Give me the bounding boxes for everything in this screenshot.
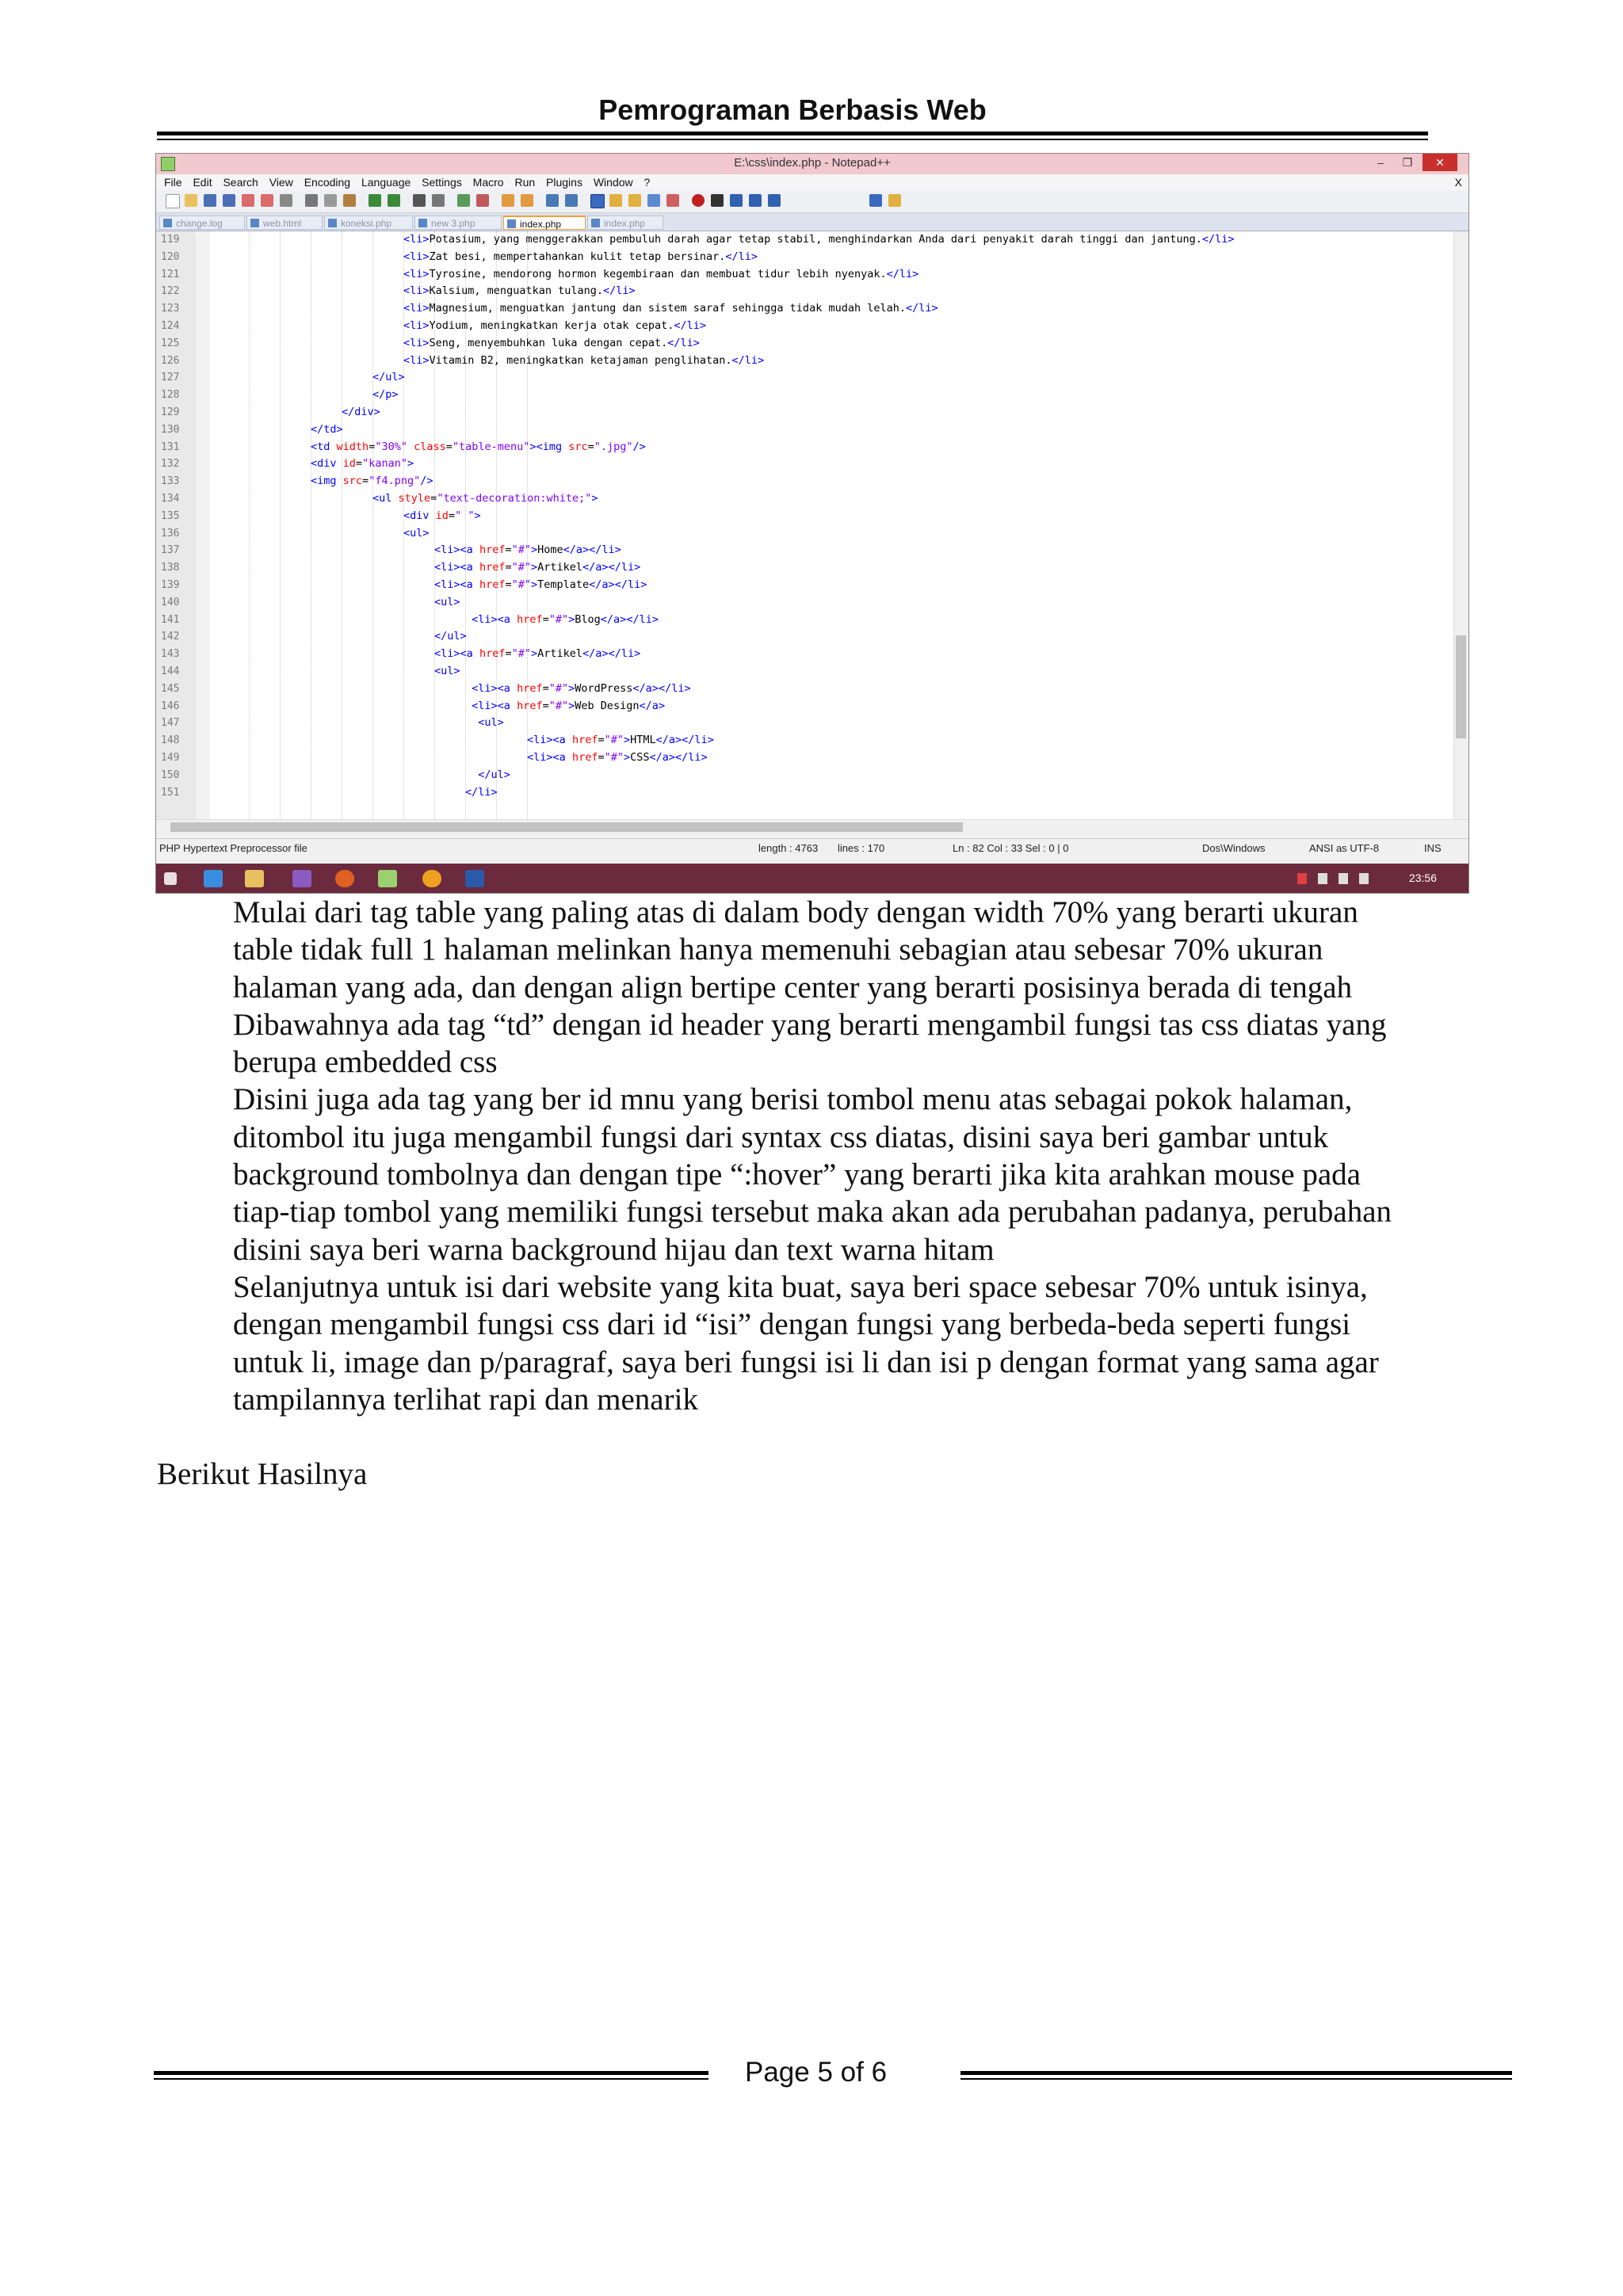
code-editor[interactable] xyxy=(156,231,1456,819)
body-line: tampilannya terlihat rapi dan menarik xyxy=(233,1382,698,1417)
code-line[interactable] xyxy=(156,732,1456,749)
body-line: Selanjutnya untuk isi dari website yang kita buat, saya beri space sebesar 70% untuk isinya, xyxy=(233,1269,1368,1304)
status-position: Ln : 82 Col : 33 Sel : 0 | 0 xyxy=(953,842,1069,854)
network-tray-icon[interactable] xyxy=(1338,873,1348,884)
code-line[interactable] xyxy=(156,646,1456,662)
footer-rule-right-thin xyxy=(960,2078,1512,2080)
save-icon[interactable] xyxy=(204,194,216,207)
code-line[interactable] xyxy=(156,231,1456,248)
close-file-icon[interactable] xyxy=(242,194,254,207)
code-text: </ul> xyxy=(434,630,467,643)
line-number: 133 xyxy=(161,475,180,488)
code-line[interactable] xyxy=(156,525,1456,542)
menu-window[interactable]: Window xyxy=(593,176,633,189)
code-text: </p> xyxy=(372,388,399,402)
body-line: halaman yang ada, dan dengan align bertipe center yang berarti posisinya berada di tengah xyxy=(233,970,1353,1005)
body-line: dengan mengambil fungsi css dari id “isi” dengan fungsi yang berbeda-beda seperti fungsi xyxy=(233,1307,1351,1342)
function-list-icon[interactable] xyxy=(628,194,641,207)
line-number: 146 xyxy=(161,700,180,712)
code-text: <li>Kalsium, menguatkan tulang.</li> xyxy=(403,284,636,298)
sync-v-icon[interactable] xyxy=(502,194,514,207)
menu-encoding[interactable]: Encoding xyxy=(304,176,351,189)
code-text: </div> xyxy=(342,406,380,418)
code-text: <ul> xyxy=(434,665,460,677)
copy-icon[interactable] xyxy=(324,194,337,207)
play-macro-icon[interactable] xyxy=(730,194,743,207)
battery-tray-icon[interactable] xyxy=(1318,873,1327,884)
stop-macro-icon[interactable] xyxy=(711,194,724,207)
code-line[interactable] xyxy=(156,387,1456,403)
code-line[interactable] xyxy=(156,318,1456,334)
code-line[interactable] xyxy=(156,473,1456,490)
folder-workspace-icon[interactable] xyxy=(647,194,660,207)
code-line[interactable] xyxy=(156,353,1456,369)
body-line: ditombol itu juga mengambil fungsi dari syntax css diatas, disini saya beri gambar untuk xyxy=(233,1119,1329,1154)
code-text: <div id="kanan"> xyxy=(311,457,414,471)
footer-rule-left-thick xyxy=(154,2071,708,2075)
line-number: 145 xyxy=(161,682,180,695)
body-line: disini saya beri warna background hijau dan text warna hitam xyxy=(233,1232,995,1267)
code-line[interactable] xyxy=(156,784,1456,801)
menu-search[interactable]: Search xyxy=(223,176,258,189)
line-number: 129 xyxy=(161,406,180,418)
tab-index-php-active[interactable]: index.php xyxy=(503,215,586,230)
line-number: 147 xyxy=(161,717,180,730)
header-rule-thin xyxy=(157,139,1428,140)
footer-rule-right-thick xyxy=(960,2071,1512,2075)
code-text: <img src="f4.png"/> xyxy=(311,475,433,488)
line-number: 143 xyxy=(161,648,180,661)
zoom-in-icon[interactable] xyxy=(457,194,470,207)
code-text: <ul style="text-decoration:white;"> xyxy=(372,492,598,505)
taskbar-clock[interactable]: 23:56 xyxy=(1408,871,1437,884)
code-text: <li><a href="#">CSS</a></li> xyxy=(527,751,708,764)
code-text: <ul> xyxy=(478,716,504,730)
print-icon[interactable] xyxy=(280,194,292,207)
line-number: 139 xyxy=(161,579,180,591)
code-line[interactable] xyxy=(156,542,1456,559)
code-text: <ul> xyxy=(434,595,460,608)
menu-run[interactable]: Run xyxy=(514,176,536,189)
code-line[interactable] xyxy=(156,421,1456,438)
code-text: <li><a href="#">WordPress</a></li> xyxy=(472,681,691,695)
code-line[interactable] xyxy=(156,577,1456,593)
line-number: 122 xyxy=(161,285,180,298)
line-number: 119 xyxy=(161,234,180,246)
sync-h-icon[interactable] xyxy=(521,194,533,207)
save-macro-icon[interactable] xyxy=(768,194,781,207)
indent-guide-icon[interactable] xyxy=(590,194,605,208)
close-button[interactable]: ✕ xyxy=(1423,154,1457,171)
tab-koneksi-php[interactable]: koneksi.php xyxy=(324,215,413,230)
vertical-scrollbar[interactable] xyxy=(1453,231,1468,819)
code-text: </td> xyxy=(311,422,343,436)
tab-index-php[interactable]: index.php xyxy=(587,215,663,230)
menu-edit[interactable]: Edit xyxy=(193,176,212,189)
menu-macro[interactable]: Macro xyxy=(472,176,504,189)
code-line[interactable] xyxy=(156,559,1456,576)
body-line: Disini juga ada tag yang ber id mnu yang berisi tombol menu atas sebagai pokok halaman, xyxy=(233,1082,1353,1117)
find-icon[interactable] xyxy=(413,194,426,207)
tab-web-html[interactable]: web.html xyxy=(246,215,323,230)
code-text: <li>Vitamin B2, meningkatkan ketajaman penglihatan.</li> xyxy=(403,353,765,367)
volume-tray-icon[interactable] xyxy=(1359,873,1369,884)
line-number: 150 xyxy=(161,769,180,781)
code-line[interactable] xyxy=(156,681,1456,697)
wrap-icon[interactable] xyxy=(546,194,559,207)
status-encoding: ANSI as UTF-8 xyxy=(1309,842,1380,854)
code-line[interactable] xyxy=(156,749,1456,766)
minimize-button[interactable]: – xyxy=(1377,156,1384,169)
code-text: <td width="30%" class="table-menu"><img src=".jpg"/> xyxy=(311,440,646,453)
toolbar xyxy=(156,190,1468,213)
result-label: Berikut Hasilnya xyxy=(157,1457,368,1491)
line-number: 127 xyxy=(161,372,180,384)
code-line[interactable] xyxy=(156,456,1456,472)
notepad-screenshot xyxy=(155,153,1469,894)
document-close-button[interactable]: X xyxy=(1454,176,1462,189)
code-text: </ul> xyxy=(372,371,405,384)
redo-icon[interactable] xyxy=(388,194,400,207)
flag-tray-icon[interactable] xyxy=(1297,873,1307,884)
code-line[interactable] xyxy=(156,300,1456,317)
line-number: 128 xyxy=(161,389,180,402)
menu-language[interactable]: Language xyxy=(361,176,411,189)
body-line: table tidak full 1 halaman melinkan hanya memenuhi sebagian atau sebesar 70% ukuran xyxy=(233,933,1323,967)
code-text: <li><a href="#">Web Design</a> xyxy=(472,699,666,712)
replace-icon[interactable] xyxy=(432,194,445,207)
spellcheck-icon[interactable] xyxy=(869,194,882,207)
code-text: <li>Seng, menyembuhkan luka dengan cepat.</li> xyxy=(403,336,700,349)
line-number: 131 xyxy=(161,441,180,453)
code-line[interactable] xyxy=(156,767,1456,784)
open-file-icon[interactable] xyxy=(185,194,197,207)
code-line[interactable] xyxy=(156,612,1456,628)
line-number: 142 xyxy=(161,631,180,643)
record-macro-icon[interactable] xyxy=(692,194,705,207)
menu-help[interactable]: ? xyxy=(643,176,651,189)
doc-map-icon[interactable] xyxy=(609,194,622,207)
menu-plugins[interactable]: Plugins xyxy=(546,176,582,189)
code-text: <li>Potasium, yang menggerakkan pembuluh darah agar tetap stabil, menghindarkan Anda dari penyakit darah tinggi dan jantung.</li> xyxy=(403,233,1235,246)
firefox-icon[interactable] xyxy=(335,870,354,887)
status-length: length : 4763 xyxy=(758,842,819,854)
explorer-icon[interactable] xyxy=(245,870,264,887)
line-number: 121 xyxy=(161,268,180,280)
code-text: <li><a href="#">Template</a></li> xyxy=(434,578,647,591)
code-text: <li><a href="#">Home</a></li> xyxy=(434,543,621,557)
show-all-icon[interactable] xyxy=(565,194,578,207)
code-line[interactable] xyxy=(156,404,1456,421)
line-number: 130 xyxy=(161,423,180,436)
code-line[interactable] xyxy=(156,335,1456,352)
code-text: <li><a href="#">Blog</a></li> xyxy=(472,612,659,626)
body-line: untuk li, image dan p/paragraf, saya beri fungsi isi li dan isi p dengan format yang sama agar xyxy=(233,1344,1379,1379)
code-line[interactable] xyxy=(156,628,1456,645)
code-text: </li> xyxy=(465,785,498,799)
code-text: <li>Tyrosine, mendorong hormon kegembiraan dan membuat tidur lebih nyenyak.</li> xyxy=(403,267,919,280)
notepadpp-taskbar-icon[interactable] xyxy=(378,870,397,887)
horizontal-scrollbar[interactable] xyxy=(156,819,1468,834)
line-number: 126 xyxy=(161,354,180,367)
word-icon[interactable] xyxy=(465,870,484,887)
code-text: <li><a href="#">Artikel</a></li> xyxy=(434,647,641,661)
vs-icon[interactable] xyxy=(292,870,311,887)
window-title: E:\css\index.php - Notepad++ xyxy=(734,156,891,170)
cut-icon[interactable] xyxy=(305,194,318,207)
close-all-icon[interactable] xyxy=(261,194,273,207)
code-line[interactable] xyxy=(156,715,1456,731)
line-number: 124 xyxy=(161,320,180,332)
line-number: 120 xyxy=(161,250,180,263)
start-icon[interactable] xyxy=(164,872,177,885)
new-file-icon[interactable] xyxy=(166,194,180,208)
line-number: 151 xyxy=(161,786,180,799)
body-line: Mulai dari tag table yang paling atas di dalam body dengan width 70% yang berarti ukuran xyxy=(233,895,1358,929)
code-line[interactable] xyxy=(156,283,1456,299)
code-line[interactable] xyxy=(156,663,1456,680)
menu-settings[interactable]: Settings xyxy=(422,176,462,189)
line-number: 135 xyxy=(161,509,180,522)
line-number: 136 xyxy=(161,527,180,540)
body-line: Dibawahnya ada tag “td” dengan id header yang berarti mengambil fungsi tas css diatas yang xyxy=(233,1007,1387,1042)
file-tabs xyxy=(156,213,1468,231)
windows-taskbar xyxy=(156,864,1468,894)
vertical-scroll-thumb[interactable] xyxy=(1456,635,1466,738)
line-number: 123 xyxy=(161,303,180,315)
status-eol: Dos\Windows xyxy=(1202,842,1266,854)
zoom-out-icon[interactable] xyxy=(476,194,489,207)
status-bar xyxy=(156,838,1468,858)
undo-icon[interactable] xyxy=(369,194,381,207)
code-text: <li>Zat besi, mempertahankan kulit tetap bersinar.</li> xyxy=(403,250,758,263)
code-line[interactable] xyxy=(156,249,1456,265)
code-line[interactable] xyxy=(156,369,1456,386)
code-text: <div id=" "> xyxy=(403,509,481,522)
window-titlebar xyxy=(156,154,1468,174)
code-text: <li><a href="#">Artikel</a></li> xyxy=(434,561,641,574)
monitor-icon[interactable] xyxy=(666,194,679,207)
menu-view[interactable]: View xyxy=(269,176,293,189)
code-line[interactable] xyxy=(156,439,1456,456)
menu-file[interactable]: File xyxy=(164,176,182,189)
tab-change-log[interactable]: change.log xyxy=(159,215,245,230)
status-file-type: PHP Hypertext Preprocessor file xyxy=(159,842,307,854)
page-number: Page 5 of 6 xyxy=(745,2057,888,2088)
xampp-icon[interactable] xyxy=(422,870,441,887)
horizontal-scroll-thumb[interactable] xyxy=(170,822,963,832)
line-number: 125 xyxy=(161,337,180,349)
line-number: 137 xyxy=(161,544,180,557)
ie-icon[interactable] xyxy=(204,870,223,887)
menu-bar xyxy=(156,174,1468,190)
code-line[interactable] xyxy=(156,698,1456,715)
tab-new-3-php[interactable]: new 3.php xyxy=(414,215,502,230)
body-line: background tombolnya dan dengan tipe “:hover” yang berarti jika kita arahkan mouse pada xyxy=(233,1158,1361,1192)
line-number: 138 xyxy=(161,562,180,574)
description-paragraph xyxy=(233,894,1485,1418)
document-header: Pemrograman Berbasis Web xyxy=(598,93,987,126)
code-text: <ul> xyxy=(403,526,430,540)
code-line[interactable] xyxy=(156,594,1456,611)
body-line: berupa embedded css xyxy=(233,1045,498,1080)
footer-rule-left-thin xyxy=(154,2078,708,2080)
line-number: 140 xyxy=(161,596,180,608)
paste-icon[interactable] xyxy=(343,194,356,207)
maximize-button[interactable]: ❐ xyxy=(1402,156,1413,169)
status-mode: INS xyxy=(1424,842,1442,854)
line-number: 141 xyxy=(161,613,180,626)
header-rule-thick xyxy=(157,132,1428,135)
code-line[interactable] xyxy=(156,490,1456,507)
save-all-icon[interactable] xyxy=(223,194,235,207)
plugin-icon[interactable] xyxy=(888,194,901,207)
code-line[interactable] xyxy=(156,266,1456,283)
code-text: <li>Magnesium, menguatkan jantung dan sistem saraf sehingga tidak mudah lelah.</li> xyxy=(403,302,938,315)
line-number: 132 xyxy=(161,458,180,471)
line-number: 148 xyxy=(161,734,180,747)
status-lines: lines : 170 xyxy=(838,842,885,854)
code-text: </ul> xyxy=(478,768,510,781)
code-text: <li>Yodium, meningkatkan kerja otak cepat.</li> xyxy=(403,319,707,332)
line-number: 149 xyxy=(161,752,180,764)
line-number: 134 xyxy=(161,493,180,505)
code-text: <li><a href="#">HTML</a></li> xyxy=(527,734,714,747)
play-multiple-icon[interactable] xyxy=(749,194,762,207)
body-line: tiap-tiap tombol yang memiliki fungsi tersebut maka akan ada perubahan padanya, perubahan xyxy=(233,1195,1392,1230)
line-number: 144 xyxy=(161,666,180,677)
code-line[interactable] xyxy=(156,508,1456,524)
